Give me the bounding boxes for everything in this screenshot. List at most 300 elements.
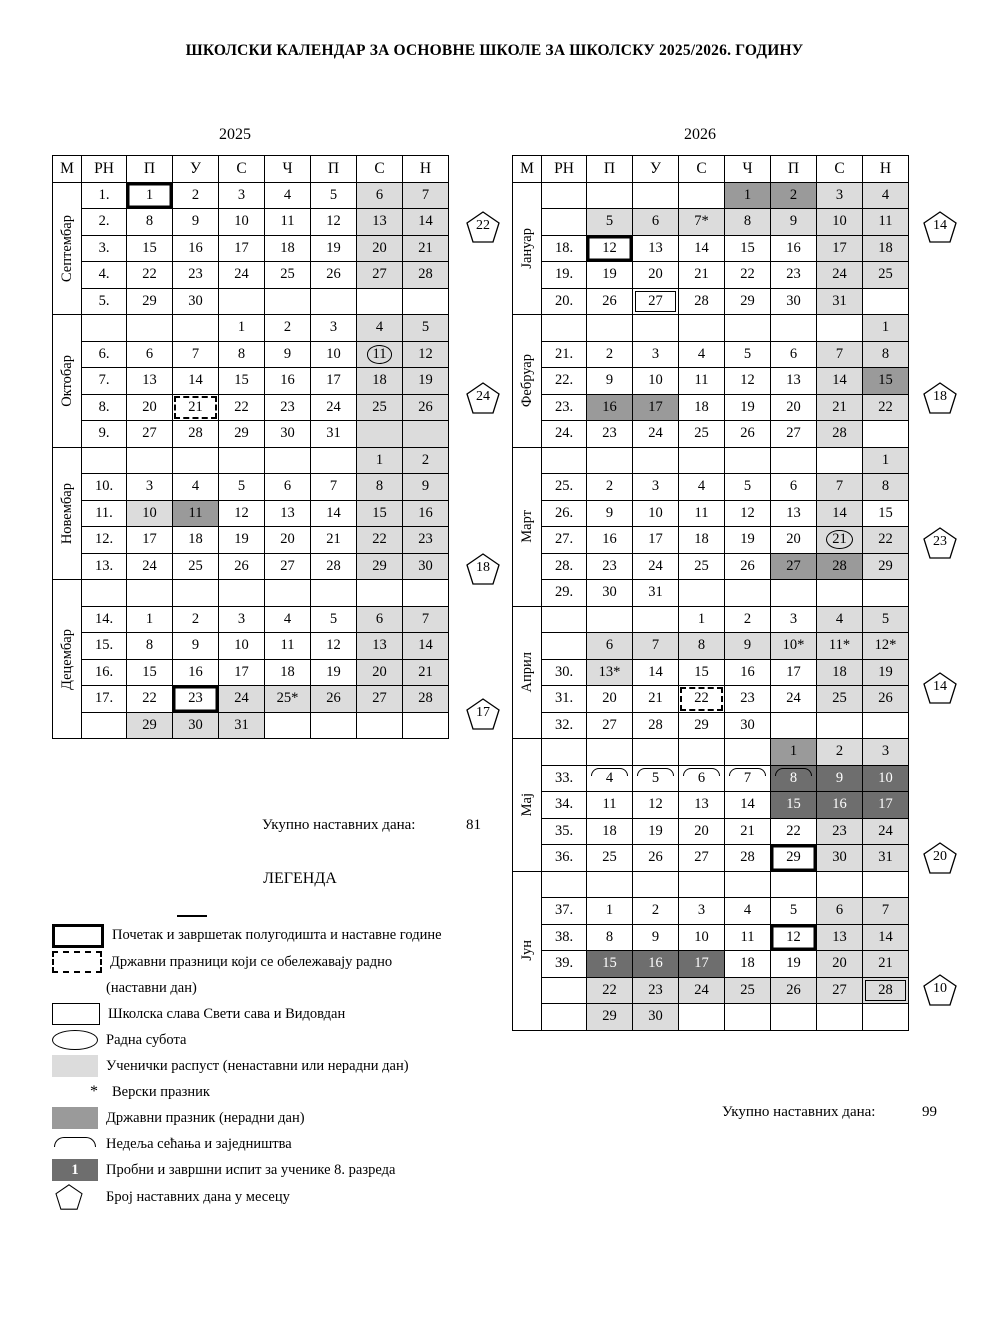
- day-cell: 18: [679, 527, 725, 554]
- day-cell: 25: [357, 394, 403, 421]
- day-cell: 26: [219, 553, 265, 580]
- day-cell: [633, 315, 679, 342]
- day-cell: 26: [403, 394, 449, 421]
- day-cell: 1: [679, 606, 725, 633]
- month-days-badge: 10: [923, 974, 957, 1006]
- day-cell: 25: [817, 686, 863, 713]
- week-number: [82, 712, 127, 739]
- table-row: [513, 368, 909, 395]
- table-row: [513, 182, 909, 209]
- day-cell: [127, 580, 173, 607]
- day-cell: 17: [219, 235, 265, 262]
- col-header-rn: РН: [82, 156, 127, 183]
- day-cell: 29: [863, 553, 909, 580]
- day-cell-holiday: 11: [173, 500, 219, 527]
- week-number: 22.: [542, 368, 587, 395]
- day-cell: [265, 712, 311, 739]
- day-cell: 31: [633, 580, 679, 607]
- week-number: 8.: [82, 394, 127, 421]
- day-cell: [311, 288, 357, 315]
- day-cell: 6: [771, 474, 817, 501]
- day-cell: 24: [863, 818, 909, 845]
- day-cell: 20: [679, 818, 725, 845]
- week-number: 17.: [82, 686, 127, 713]
- day-cell: 23: [587, 553, 633, 580]
- day-cell: 19: [311, 235, 357, 262]
- day-cell: 16: [725, 659, 771, 686]
- day-cell: 26: [311, 686, 357, 713]
- col-header-wed: С: [219, 156, 265, 183]
- col-header-tue: У: [633, 156, 679, 183]
- day-cell: 25: [725, 977, 771, 1004]
- day-cell: [587, 606, 633, 633]
- day-cell: [357, 712, 403, 739]
- day-cell: 28: [311, 553, 357, 580]
- table-row: [513, 580, 909, 607]
- day-cell: 19: [771, 951, 817, 978]
- col-header-m: М: [53, 156, 82, 183]
- day-cell: 28: [725, 845, 771, 872]
- day-cell: 29: [725, 288, 771, 315]
- day-cell: 23: [817, 818, 863, 845]
- day-cell: 24: [771, 686, 817, 713]
- day-cell: 7*: [679, 209, 725, 236]
- day-cell: [771, 712, 817, 739]
- exam-swatch: 1: [52, 1159, 98, 1181]
- day-cell: 22: [863, 527, 909, 554]
- day-cell: 29: [127, 288, 173, 315]
- day-cell: 4: [725, 898, 771, 925]
- week-number: 28.: [542, 553, 587, 580]
- day-cell: [265, 447, 311, 474]
- table-row: [513, 500, 909, 527]
- day-cell: [403, 712, 449, 739]
- day-cell-working-saturday: 21: [817, 527, 863, 554]
- day-cell: 22: [127, 262, 173, 289]
- week-number: 35.: [542, 818, 587, 845]
- day-cell: [587, 871, 633, 898]
- day-cell: 17: [771, 659, 817, 686]
- day-cell: 24: [633, 553, 679, 580]
- week-number: 34.: [542, 792, 587, 819]
- day-cell: 25: [265, 262, 311, 289]
- week-number: [542, 182, 587, 209]
- day-cell: [817, 580, 863, 607]
- col-header-sun: Н: [863, 156, 909, 183]
- day-cell: [863, 712, 909, 739]
- day-cell: 10: [633, 368, 679, 395]
- day-cell: 20: [633, 262, 679, 289]
- day-cell-exam: 8: [771, 765, 817, 792]
- day-cell: 9: [771, 209, 817, 236]
- day-cell: [311, 447, 357, 474]
- table-row: [53, 553, 449, 580]
- day-cell: 3: [633, 474, 679, 501]
- day-cell: 19: [219, 527, 265, 554]
- day-cell: 28: [817, 421, 863, 448]
- day-cell: 8: [679, 633, 725, 660]
- table-row: [53, 368, 449, 395]
- day-cell: 12: [403, 341, 449, 368]
- day-cell: 30: [173, 288, 219, 315]
- day-cell: 8: [219, 341, 265, 368]
- week-number: [542, 977, 587, 1004]
- day-cell: 9: [587, 500, 633, 527]
- col-header-mon: П: [127, 156, 173, 183]
- table-row: [513, 553, 909, 580]
- day-cell: 20: [817, 951, 863, 978]
- day-cell-school-year-end: 12: [771, 924, 817, 951]
- day-cell-exam: 16: [817, 792, 863, 819]
- col-header-wed: С: [679, 156, 725, 183]
- day-cell: 6: [771, 341, 817, 368]
- week-number: 27.: [542, 527, 587, 554]
- week-number: 25.: [542, 474, 587, 501]
- oval-icon: [52, 1030, 98, 1050]
- day-cell: 16: [265, 368, 311, 395]
- table-row: [53, 580, 449, 607]
- week-number: 7.: [82, 368, 127, 395]
- day-cell: 6: [587, 633, 633, 660]
- day-cell: [219, 447, 265, 474]
- day-cell: 17: [633, 527, 679, 554]
- day-cell: [863, 288, 909, 315]
- day-cell: [863, 421, 909, 448]
- day-cell: 22: [357, 527, 403, 554]
- day-cell: 6: [357, 606, 403, 633]
- day-cell: 21: [403, 235, 449, 262]
- day-cell-exam: 15: [771, 792, 817, 819]
- table-row: [53, 527, 449, 554]
- day-cell: 5: [311, 606, 357, 633]
- week-number: 29.: [542, 580, 587, 607]
- legend-item: [52, 1054, 442, 1078]
- day-cell: 14: [817, 500, 863, 527]
- day-cell: 15: [725, 235, 771, 262]
- day-cell: 5: [219, 474, 265, 501]
- day-cell: [863, 871, 909, 898]
- day-cell: 14: [403, 633, 449, 660]
- year-label-right: 2026: [684, 126, 716, 143]
- dashed-border-icon: [52, 951, 102, 973]
- day-cell: 27: [771, 421, 817, 448]
- table-row: [53, 315, 449, 342]
- week-number: [82, 315, 127, 342]
- day-cell: 9: [633, 924, 679, 951]
- day-cell: 8: [127, 633, 173, 660]
- day-cell: 4: [863, 182, 909, 209]
- table-row: [513, 209, 909, 236]
- day-cell: 22: [219, 394, 265, 421]
- day-cell: 18: [679, 394, 725, 421]
- day-cell: [725, 315, 771, 342]
- calendar-2025: [52, 155, 449, 739]
- day-cell-holiday: 17: [633, 394, 679, 421]
- day-cell: 10: [127, 500, 173, 527]
- day-cell-exam: 9: [817, 765, 863, 792]
- col-header-tue: У: [173, 156, 219, 183]
- table-row: [513, 315, 909, 342]
- day-cell: 19: [403, 368, 449, 395]
- table-row: [53, 606, 449, 633]
- day-cell: 9: [403, 474, 449, 501]
- day-cell: 19: [587, 262, 633, 289]
- day-cell: [725, 580, 771, 607]
- total-label-left: Укупно наставних дана:: [262, 817, 416, 833]
- table-row: [513, 765, 909, 792]
- day-cell: [633, 182, 679, 209]
- day-cell: 13: [817, 924, 863, 951]
- day-cell: [771, 871, 817, 898]
- day-cell: 21: [311, 527, 357, 554]
- day-cell: 29: [127, 712, 173, 739]
- week-number: 11.: [82, 500, 127, 527]
- day-cell: 18: [265, 235, 311, 262]
- day-cell: [679, 447, 725, 474]
- legend-item-label: Пробни и завршни испит за ученике 8. разреда: [106, 1161, 396, 1178]
- day-cell: 2: [633, 898, 679, 925]
- day-cell: 27: [127, 421, 173, 448]
- day-cell: 1: [863, 315, 909, 342]
- day-cell: 6: [633, 209, 679, 236]
- day-cell: 15: [127, 235, 173, 262]
- day-cell-exam: 17: [863, 792, 909, 819]
- week-number: 4.: [82, 262, 127, 289]
- day-cell: 24: [311, 394, 357, 421]
- day-cell-remembrance: 7: [725, 765, 771, 792]
- day-cell: 13: [633, 235, 679, 262]
- day-cell: [679, 739, 725, 766]
- day-cell: 30: [817, 845, 863, 872]
- day-cell: 13: [357, 209, 403, 236]
- day-cell-working-holiday: 21: [173, 394, 219, 421]
- legend-item-label: Верски празник: [112, 1083, 210, 1100]
- day-cell: [817, 1004, 863, 1031]
- month-label-mart: Март: [513, 447, 542, 606]
- week-number: 10.: [82, 474, 127, 501]
- day-cell: [725, 871, 771, 898]
- table-row: [513, 394, 909, 421]
- legend-item: [52, 1184, 442, 1210]
- day-cell: 26: [587, 288, 633, 315]
- day-cell: 27: [357, 686, 403, 713]
- week-number: 15.: [82, 633, 127, 660]
- week-number: 3.: [82, 235, 127, 262]
- day-cell: 5: [771, 898, 817, 925]
- day-cell: 2: [587, 474, 633, 501]
- day-cell: 11: [679, 500, 725, 527]
- day-cell: [403, 288, 449, 315]
- table-row: [513, 739, 909, 766]
- day-cell: 25: [173, 553, 219, 580]
- day-cell: 24: [633, 421, 679, 448]
- day-cell-holiday: 27: [771, 553, 817, 580]
- day-cell: 1: [863, 447, 909, 474]
- col-header-sun: Н: [403, 156, 449, 183]
- day-cell: 24: [219, 686, 265, 713]
- week-number: 23.: [542, 394, 587, 421]
- day-cell: 31: [311, 421, 357, 448]
- day-cell: 14: [725, 792, 771, 819]
- day-cell: 8: [587, 924, 633, 951]
- legend-item: [52, 1132, 442, 1156]
- day-cell: 2: [403, 447, 449, 474]
- day-cell: 25: [863, 262, 909, 289]
- month-label-jun: Јун: [513, 871, 542, 1030]
- table-row: [53, 288, 449, 315]
- day-cell: 12: [725, 368, 771, 395]
- day-cell: [173, 315, 219, 342]
- day-cell: [817, 871, 863, 898]
- day-cell: 13*: [587, 659, 633, 686]
- day-cell: 25: [679, 553, 725, 580]
- legend: [52, 922, 442, 1212]
- day-cell-semester-start: 12: [587, 235, 633, 262]
- day-cell: 11: [863, 209, 909, 236]
- day-cell: 11: [679, 368, 725, 395]
- day-cell: 3: [817, 182, 863, 209]
- table-row: [53, 209, 449, 236]
- day-cell: 30: [265, 421, 311, 448]
- day-cell: [311, 580, 357, 607]
- day-cell: [173, 580, 219, 607]
- day-cell: 16: [771, 235, 817, 262]
- col-header-m: М: [513, 156, 542, 183]
- day-cell: 11*: [817, 633, 863, 660]
- day-cell: 21: [633, 686, 679, 713]
- day-cell: 17: [311, 368, 357, 395]
- day-cell: 18: [863, 235, 909, 262]
- day-cell: 18: [725, 951, 771, 978]
- day-cell: 27: [587, 712, 633, 739]
- day-cell: 28: [403, 262, 449, 289]
- day-cell: 21: [679, 262, 725, 289]
- month-days-badge: 18: [466, 553, 500, 585]
- legend-item: [52, 976, 442, 1000]
- legend-item: [52, 1106, 442, 1130]
- day-cell: 6: [817, 898, 863, 925]
- day-cell: 29: [587, 1004, 633, 1031]
- day-cell: 10: [311, 341, 357, 368]
- day-cell: 3: [771, 606, 817, 633]
- day-cell: [863, 580, 909, 607]
- day-cell: 2: [265, 315, 311, 342]
- day-cell-holiday: 16: [587, 394, 633, 421]
- week-number: 9.: [82, 421, 127, 448]
- day-cell: 23: [265, 394, 311, 421]
- day-cell: [679, 580, 725, 607]
- legend-item-label: Ученички распуст (ненаставни или нерадни дан): [106, 1057, 409, 1074]
- day-cell: 13: [679, 792, 725, 819]
- day-cell: 3: [679, 898, 725, 925]
- day-cell: 10: [633, 500, 679, 527]
- day-cell: 4: [817, 606, 863, 633]
- month-days-badge: 18: [923, 382, 957, 414]
- month-label-april: Април: [513, 606, 542, 739]
- wave-icon: [52, 1133, 98, 1155]
- day-cell: 4: [679, 341, 725, 368]
- day-cell: 26: [633, 845, 679, 872]
- legend-title: ЛЕГЕНДА: [263, 870, 337, 887]
- day-cell: 18: [817, 659, 863, 686]
- day-cell: 24: [219, 262, 265, 289]
- day-cell: 31: [817, 288, 863, 315]
- day-cell: [403, 580, 449, 607]
- week-number: [542, 447, 587, 474]
- day-cell-exam: 15: [587, 951, 633, 978]
- day-cell: 22: [127, 686, 173, 713]
- day-cell: 9: [587, 368, 633, 395]
- table-row: [53, 633, 449, 660]
- col-header-sat: С: [357, 156, 403, 183]
- day-cell: 30: [771, 288, 817, 315]
- thin-border-icon: [52, 1003, 100, 1025]
- day-cell: 20: [127, 394, 173, 421]
- day-cell: 22: [863, 394, 909, 421]
- day-cell: 31: [863, 845, 909, 872]
- day-cell: 15: [863, 500, 909, 527]
- day-cell: 3: [311, 315, 357, 342]
- day-cell: [679, 315, 725, 342]
- table-row: [53, 182, 449, 209]
- day-cell: 9: [173, 633, 219, 660]
- month-label-septembar: Септембар: [53, 182, 82, 315]
- total-label-right: Укупно наставних дана:: [722, 1104, 876, 1120]
- table-row: [513, 421, 909, 448]
- month-label-februar: Фебруар: [513, 315, 542, 448]
- day-cell-exam: 17: [679, 951, 725, 978]
- day-cell: 12: [633, 792, 679, 819]
- day-cell: 18: [265, 659, 311, 686]
- day-cell: 1: [127, 606, 173, 633]
- day-cell: 16: [173, 659, 219, 686]
- day-cell: 26: [771, 977, 817, 1004]
- month-days-badge: 23: [923, 527, 957, 559]
- day-cell: [357, 580, 403, 607]
- day-cell: 1: [587, 898, 633, 925]
- day-cell: [265, 580, 311, 607]
- day-cell: [679, 182, 725, 209]
- day-cell: 30: [403, 553, 449, 580]
- thick-border-icon: [52, 924, 104, 948]
- day-cell-vidovdan: 28: [863, 977, 909, 1004]
- day-cell: 14: [403, 209, 449, 236]
- dark-gray-swatch: [52, 1107, 98, 1129]
- day-cell: 7: [403, 182, 449, 209]
- day-cell: [771, 315, 817, 342]
- table-row: [513, 262, 909, 289]
- day-cell: 3: [219, 182, 265, 209]
- day-cell: 4: [265, 606, 311, 633]
- col-header-rn: РН: [542, 156, 587, 183]
- week-number: 38.: [542, 924, 587, 951]
- day-cell: 17: [219, 659, 265, 686]
- day-cell: 12*: [863, 633, 909, 660]
- day-cell: 23: [403, 527, 449, 554]
- day-cell: [817, 315, 863, 342]
- day-cell: 13: [265, 500, 311, 527]
- day-cell: 25*: [265, 686, 311, 713]
- day-cell: 24: [127, 553, 173, 580]
- day-cell: 15: [219, 368, 265, 395]
- month-days-badge: 14: [923, 211, 957, 243]
- day-cell-school-patron: 27: [633, 288, 679, 315]
- table-row: [53, 712, 449, 739]
- day-cell: [265, 288, 311, 315]
- table-row: [53, 235, 449, 262]
- day-cell: 30: [725, 712, 771, 739]
- day-cell: 11: [725, 924, 771, 951]
